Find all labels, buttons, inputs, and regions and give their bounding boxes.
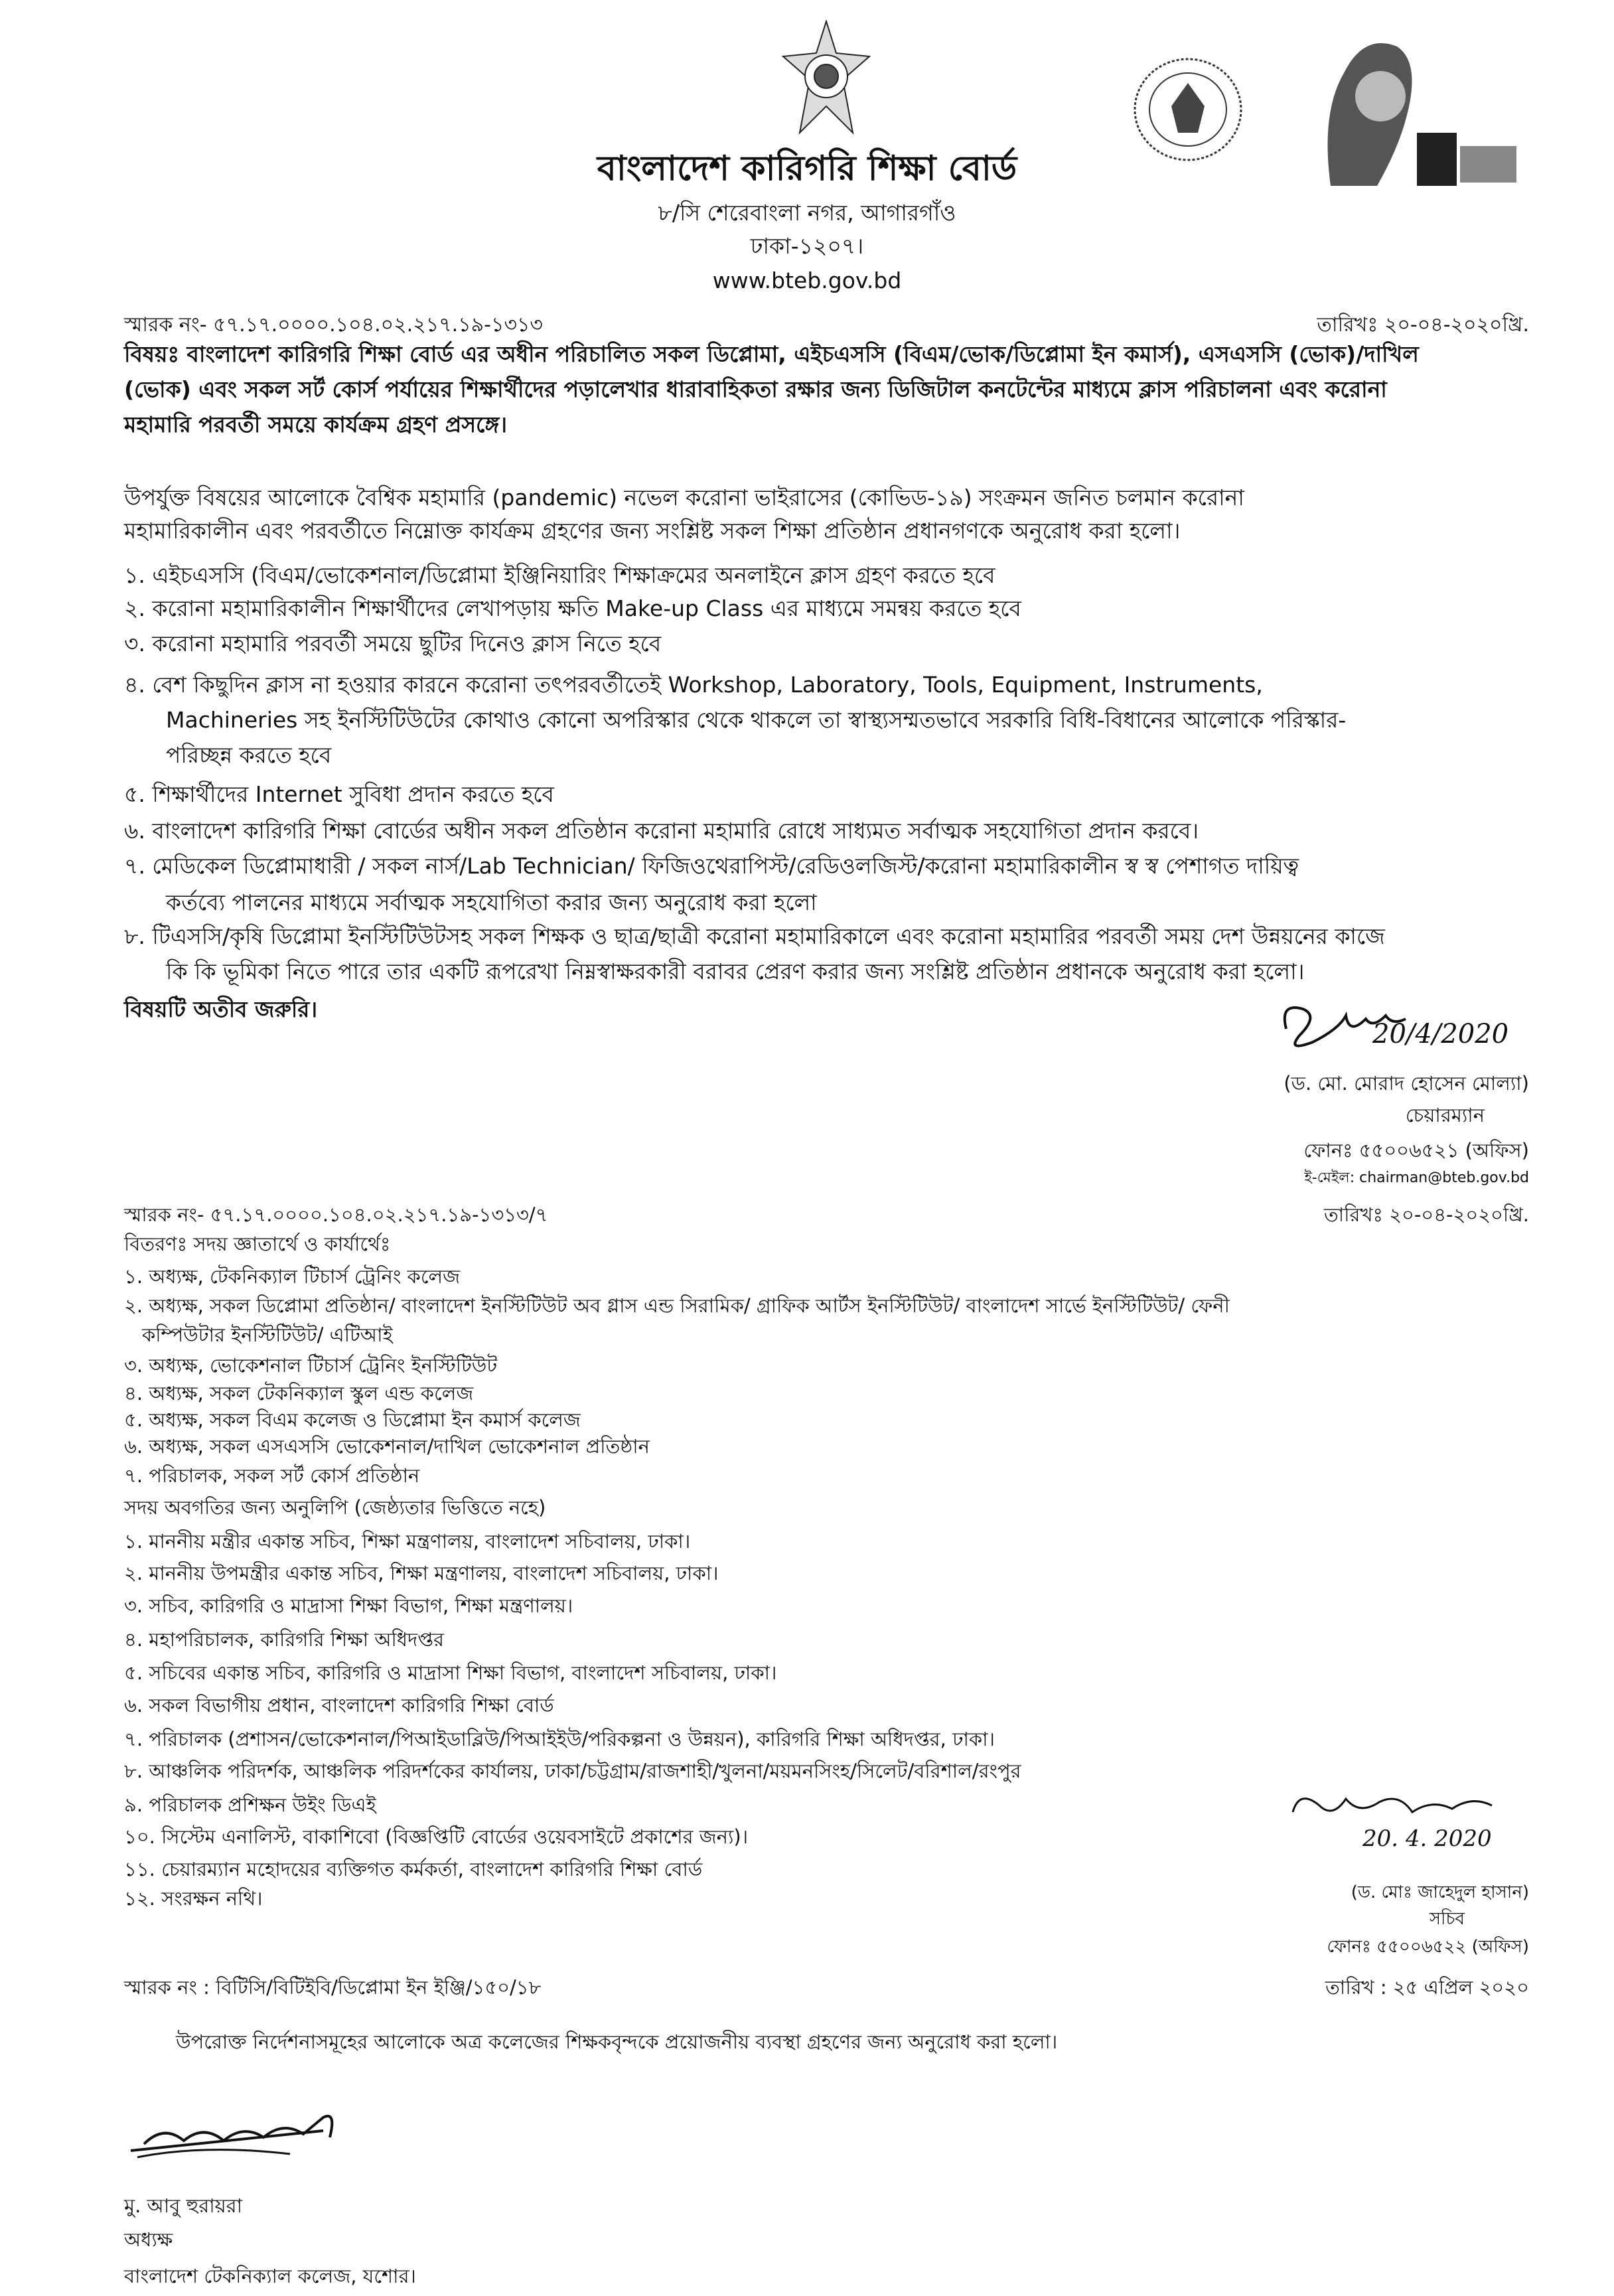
address-line-2: ঢাকা-১২০৭। [750, 233, 864, 259]
government-emblem-icon [776, 20, 876, 139]
signatory-title: সচিব [1429, 1909, 1465, 1929]
subject-line: বিষয়ঃ বাংলাদেশ কারিগরি শিক্ষা বোর্ড এর অধীন পরিচালিত সকল ডিপ্লোমা, এইচএসসি (বিএম/ভোক/ডিপ্লোমা ইন কমার্স), এসএসসি (ভোক)/দাখিল [124, 341, 1419, 367]
list-item-continued: কর্তব্যে পালনের মাধ্যমে সর্বাত্মক সহযোগিতা করার জন্য অনুরোধ করা হলো [166, 889, 817, 915]
distribution-item: ৬. অধ্যক্ষ, সকল এসএসসি ভোকেশনাল/দাখিল ভোকেশনাল প্রতিষ্ঠান [124, 1435, 650, 1458]
institution-name: বাংলাদেশ টেকনিক্যাল কলেজ, যশোর। [124, 2265, 416, 2287]
forwarding-text: উপরোক্ত নির্দেশনাসমূহের আলোকে অত্র কলেজের শিক্ষকবৃন্দকে প্রয়োজনীয় ব্যবস্থা গ্রহণের জন্য অনুরোধ করা হলো। [176, 2030, 1058, 2053]
list-item: ৭. মেডিকেল ডিপ্লোমাধারী / সকল নার্স/Lab Technician/ ফিজিওথেরাপিস্ট/রেডিওলজিস্ট/করোনা মহামারিকালীন স্ব স্ব পেশাগত দায়িত্ব [124, 853, 1299, 879]
copy-item: ২. মাননীয় উপমন্ত্রীর একান্ত সচিব, শিক্ষা মন্ত্রণালয়, বাংলাদেশ সচিবালয়, ঢাকা। [124, 1562, 719, 1584]
signatory-title: চেয়ারম্যান [1405, 1104, 1485, 1126]
distribution-heading: বিতরণঃ সদয় জ্ঞাতার্থে ও কার্যার্থেঃ [124, 1233, 391, 1255]
list-item: ৮. টিএসসি/কৃষি ডিপ্লোমা ইনস্টিটিউটসহ সকল শিক্ষক ও ছাত্র/ছাত্রী করোনা মহামারিকালে এবং করোনা মহামারির পরবর্তী সময় দেশ উন্নয়নের কাজে [124, 923, 1385, 949]
memo-date: তারিখ : ২৫ এপ্রিল ২০২০ [1325, 1976, 1529, 1999]
secretary-signature [1273, 1786, 1552, 1865]
distribution-item: ৩. অধ্যক্ষ, ভোকেশনাল টিচার্স ট্রেনিং ইনস্টিটিউট [124, 1354, 498, 1377]
subject-line: (ভোক) এবং সকল সর্ট কোর্স পর্যায়ের শিক্ষার্থীদের পড়ালেখার ধারাবাহিকতা রক্ষার জন্য ডিজিটাল কনটেন্টের মাধ্যমে ক্লাস পরিচালনা এবং করোনা [124, 376, 1387, 402]
list-item: ১. এইচএসসি (বিএম/ভোকেশনাল/ডিপ্লোমা ইঞ্জিনিয়ারিং শিক্ষাক্রমের অনলাইনে ক্লাস গ্রহণ করতে হবে [124, 562, 995, 588]
board-title: বাংলাদেশ কারিগরি শিক্ষা বোর্ড [597, 149, 1017, 189]
address-line-1: ৮/সি শেরেবাংলা নগর, আগারগাঁও [658, 200, 956, 226]
signatory-name: (ড. মো. মোরাদ হোসেন মোল্যা) [1284, 1072, 1529, 1095]
memo-date: তারিখঃ ২০-০৪-২০২০খ্রি. [1317, 313, 1529, 337]
copy-item: ১০. সিস্টেম এনালিস্ট, বাকাশিবো (বিজ্ঞপ্তিটি বোর্ডের ওয়েবসাইটে প্রকাশের জন্য)। [124, 1825, 749, 1848]
copy-item: ১২. সংরক্ষন নথি। [124, 1887, 263, 1910]
distribution-item: ৪. অধ্যক্ষ, সকল টেকনিক্যাল স্কুল এন্ড কলেজ [124, 1382, 474, 1405]
signatory-email[interactable]: ই-মেইল: chairman@bteb.gov.bd [1304, 1170, 1529, 1186]
distribution-item: ১. অধ্যক্ষ, টেকনিক্যাল টিচার্স ট্রেনিং কলেজ [124, 1265, 461, 1288]
signatory-title: অধ্যক্ষ [124, 2228, 173, 2251]
subject-line: মহামারি পরবর্তী সময়ে কার্যক্রম গ্রহণ প্রসঙ্গে। [124, 412, 508, 437]
copy-item: ১. মাননীয় মন্ত্রীর একান্ত সচিব, শিক্ষা মন্ত্রণালয়, বাংলাদেশ সচিবালয়, ঢাকা। [124, 1530, 691, 1553]
signature-date: 20. 4. 2020 [1362, 1825, 1492, 1852]
signatory-name: মু. আবু হুরায়রা [124, 2194, 243, 2217]
list-item-continued: কি কি ভূমিকা নিতে পারে তার একটি রূপরেখা নিম্নস্বাক্ষরকারী বরাবর প্রেরণ করার জন্য সংশ্লিষ্ট প্রতিষ্ঠান প্রধানকে অনুরোধ করা হলো। [166, 958, 1305, 984]
list-item: ২. করোনা মহামারিকালীন শিক্ষার্থীদের লেখাপড়ায় ক্ষতি Make-up Class এর মাধ্যমে সমন্বয় করতে হবে [124, 595, 1021, 621]
signatory-name: (ড. মোঃ জাহেদুল হাসান) [1351, 1882, 1529, 1902]
copy-item: ১১. চেয়ারম্যান মহোদয়ের ব্যক্তিগত কর্মকর্তা, বাংলাদেশ কারিগরি শিক্ষা বোর্ড [124, 1858, 703, 1880]
copy-item: ৩. সচিব, কারিগরি ও মাদ্রাসা শিক্ষা বিভাগ, শিক্ষা মন্ত্রণালয়। [124, 1594, 573, 1617]
list-item-continued: Machineries সহ ইনস্টিটিউটের কোথাও কোনো অপরিস্কার থেকে থাকলে তা স্বাস্থ্যসম্মতভাবে সরকারি বিধি-বিধানের আলোকে পরিস্কার- [166, 707, 1347, 733]
memo-number: স্মারক নং : বিটিসি/বিটিইবি/ডিপ্লোমা ইন ইঞ্জি/১৫০/১৮ [124, 1976, 542, 1999]
copy-item: ৪. মহাপরিচালক, কারিগরি শিক্ষা অধিদপ্তর [124, 1628, 445, 1651]
chairman-signature [1273, 989, 1538, 1062]
distribution-item: ৭. পরিচালক, সকল সর্ট কোর্স প্রতিষ্ঠান [124, 1464, 420, 1487]
principal-signature [124, 2104, 363, 2171]
distribution-item-continued: কম্পিউটার ইনস্টিটিউট/ এটিআই [142, 1324, 393, 1346]
website-link[interactable]: www.bteb.gov.bd [712, 268, 902, 293]
signature-date: 20/4/2020 [1372, 1019, 1509, 1049]
distribution-item: ২. অধ্যক্ষ, সকল ডিপ্লোমা প্রতিষ্ঠান/ বাংলাদেশ ইনস্টিটিউট অব গ্লাস এন্ড সিরামিক/ গ্রাফিক আর্টস ইনস্টিটিউট/ বাংলাদেশ সার্ভে ইনস্টিটিউট/ ফেনী [124, 1294, 1230, 1317]
list-item: ৫. শিক্ষার্থীদের Internet সুবিধা প্রদান করতে হবে [124, 781, 554, 807]
memo-number: স্মারক নং- ৫৭.১৭.০০০০.১০৪.০২.২১৭.১৯-১৩১৩ [124, 313, 543, 337]
intro-line: মহামারিকালীন এবং পরবর্তীতে নিম্নোক্ত কার্যক্রম গ্রহণের জন্য সংশ্লিষ্ট সকল শিক্ষা প্রতিষ্ঠান প্রধানগণকে অনুরোধ করা হলো। [124, 518, 1181, 544]
urgent-note: বিষয়টি অতীব জরুরি। [124, 996, 318, 1022]
copy-item: ৮. আঞ্চলিক পরিদর্শক, আঞ্চলিক পরিদর্শকের কার্যালয়, ঢাকা/চট্টগ্রাম/রাজশাহী/খুলনা/ময়মনসিংহ/সিলেট/বরিশাল/রংপুর [124, 1760, 1021, 1782]
signatory-phone: ফোনঃ ৫৫০০৬৫২১ (অফিস) [1303, 1139, 1529, 1162]
copy-item: ৫. সচিবের একান্ত সচিব, কারিগরি ও মাদ্রাসা শিক্ষা বিভাগ, বাংলাদেশ সচিবালয়, ঢাকা। [124, 1661, 777, 1684]
copy-item: ৯. পরিচালক প্রশিক্ষন উইং ডিএই [124, 1794, 376, 1816]
list-item: ৩. করোনা মহামারি পরবর্তী সময়ে ছুটির দিনেও ক্লাস নিতে হবে [124, 631, 662, 656]
signatory-phone: ফোনঃ ৫৫০০৬৫২২ (অফিস) [1327, 1937, 1529, 1957]
copy-item: ৭. পরিচালক (প্রশাসন/ভোকেশনাল/পিআইডাব্লিউ/পিআইইউ/পরিকল্পনা ও উন্নয়ন), কারিগরি শিক্ষা অধিদপ্তর, ঢাকা। [124, 1728, 995, 1750]
list-item: ৪. বেশ কিছুদিন ক্লাস না হওয়ার কারনে করোনা তৎপরবর্তীতেই Workshop, Laboratory, Tools, Equipment, Instruments, [124, 672, 1263, 698]
memo-number: স্মারক নং- ৫৭.১৭.০০০০.১০৪.০২.২১৭.১৯-১৩১৩/৭ [124, 1203, 548, 1226]
copy-heading: সদয় অবগতির জন্য অনুলিপি (জেষ্ঠ্যতার ভিত্তিতে নহে) [124, 1496, 546, 1519]
distribution-item: ৫. অধ্যক্ষ, সকল বিএম কলেজ ও ডিপ্লোমা ইন কমার্স কলেজ [124, 1409, 581, 1431]
list-item: ৬. বাংলাদেশ কারিগরি শিক্ষা বোর্ডের অধীন সকল প্রতিষ্ঠান করোনা মহামারি রোধে সাধ্যমত সর্বাত্মক সহযোগিতা প্রদান করবে। [124, 818, 1199, 844]
memo-date: তারিখঃ ২০-০৪-২০২০খ্রি. [1324, 1203, 1529, 1226]
bteb-seal-logo [1132, 56, 1244, 163]
copy-item: ৬. সকল বিভাগীয় প্রধান, বাংলাদেশ কারিগরি শিক্ষা বোর্ড [124, 1694, 554, 1717]
list-item-continued: পরিচ্ছন্ন করতে হবে [166, 742, 332, 768]
intro-line: উপর্যুক্ত বিষয়ের আলোকে বৈশ্বিক মহামারি (pandemic) নভেল করোনা ভাইরাসের (কোভিড-১৯) সংক্রমন জনিত চলমান করোনা [124, 485, 1244, 510]
